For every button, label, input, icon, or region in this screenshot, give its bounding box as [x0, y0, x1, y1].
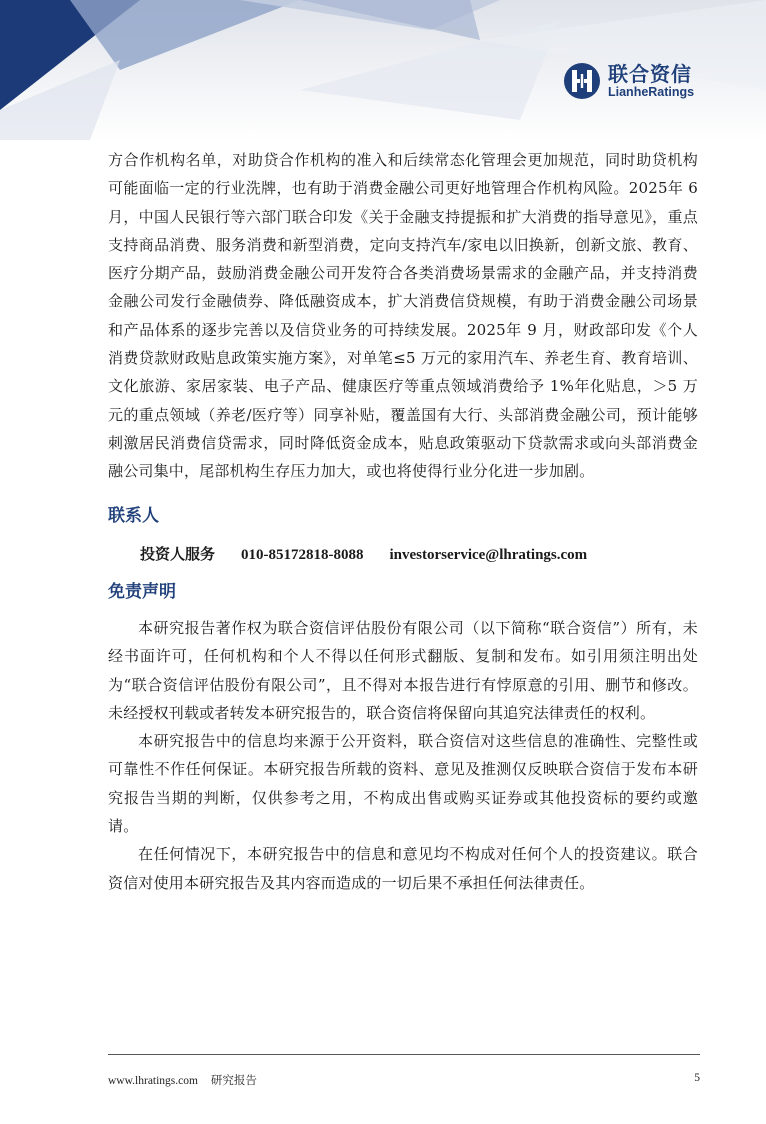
- company-logo: [562, 58, 694, 104]
- footer-website[interactable]: www.lhratings.com: [108, 1075, 198, 1087]
- contact-label: 投资人服务: [140, 547, 216, 563]
- disclaimer-body: [108, 614, 698, 897]
- page-number: 5: [694, 1072, 700, 1084]
- contact-section: [108, 504, 698, 528]
- logo-chinese-name: 联合资信: [608, 62, 692, 86]
- contact-phone[interactable]: 010-85172818-8088: [241, 547, 364, 563]
- contact-section-title: 联系人: [108, 506, 159, 526]
- disclaimer-section-title: 免责声明: [108, 582, 176, 602]
- disclaimer-paragraph: 本研究报告中的信息均来源于公开资料，联合资信对这些信息的准确性、完整性或可靠性不作任何保证。本研究报告所载的资料、意见及推测仅反映联合资信于发布本研究报告当期的判断，仅供参考之用，不构成出售或购买证券或其他投资标的要约或邀请。: [108, 732, 698, 836]
- body-paragraph: 方合作机构名单，对助贷合作机构的准入和后续常态化管理会更加规范，同时助贷机构可能面临一定的行业洗牌，也有助于消费金融公司更好地管理合作机构风险。2025年 6 月，中国人民银行等六部门联合印发《关于金融支持提振和扩大消费的指导意见》，重点支持商品消费、服务消费和新型消费，定向支持汽车/家电以旧换新，创新文旅、教育、医疗分期产品，鼓励消费金融公司开发符合各类消费场景需求的金融产品，并支持消费金融公司发行金融债券、降低融资成本，扩大消费信贷规模，有助于消费金融公司场景和产品体系的逐步完善以及信贷业务的可持续发展。2025年 9 月，财政部印发《个人消费贷款财政贴息政策实施方案》，对单笔≤5 万元的家用汽车、养老生育、教育培训、文化旅游、家居家装、电子产品、健康医疗等重点领域消费给予 1%年化贴息，＞5 万元的重点领域（养老/医疗等）同享补贴，覆盖国有大行、头部消费金融公司，预计能够刺激居民消费信贷需求，同时降低资金成本，贴息政策驱动下贷款需求或向头部消费金融公司集中，尾部机构生存压力加大，或也将使得行业分化进一步加剧。: [108, 151, 698, 481]
- contact-email[interactable]: investorservice@lhratings.com: [389, 547, 588, 563]
- page-footer: [108, 1072, 700, 1088]
- main-content: [108, 146, 698, 486]
- footer-doc-type: 研究报告: [210, 1075, 257, 1087]
- footer-divider: [108, 1054, 700, 1055]
- logo-english-name: LianheRatings: [608, 85, 695, 99]
- disclaimer-paragraph: 在任何情况下，本研究报告中的信息和意见均不构成对任何个人的投资建议。联合资信对使用本研究报告及其内容而造成的一切后果不承担任何法律责任。: [108, 845, 698, 892]
- disclaimer-paragraph: 本研究报告著作权为联合资信评估股份有限公司（以下简称“联合资信”）所有，未经书面许可，任何机构和个人不得以任何形式翻版、复制和发布。如引用须注明出处为“联合资信评估股份有限公司”，且不得对本报告进行有悖原意的引用、删节和修改。未经授权刊载或者转发本研究报告的，联合资信将保留向其追究法律责任的权利。: [108, 619, 698, 722]
- disclaimer-section: [108, 580, 698, 604]
- contact-line: [108, 544, 698, 566]
- lianhe-ratings-logo-icon: [562, 61, 602, 101]
